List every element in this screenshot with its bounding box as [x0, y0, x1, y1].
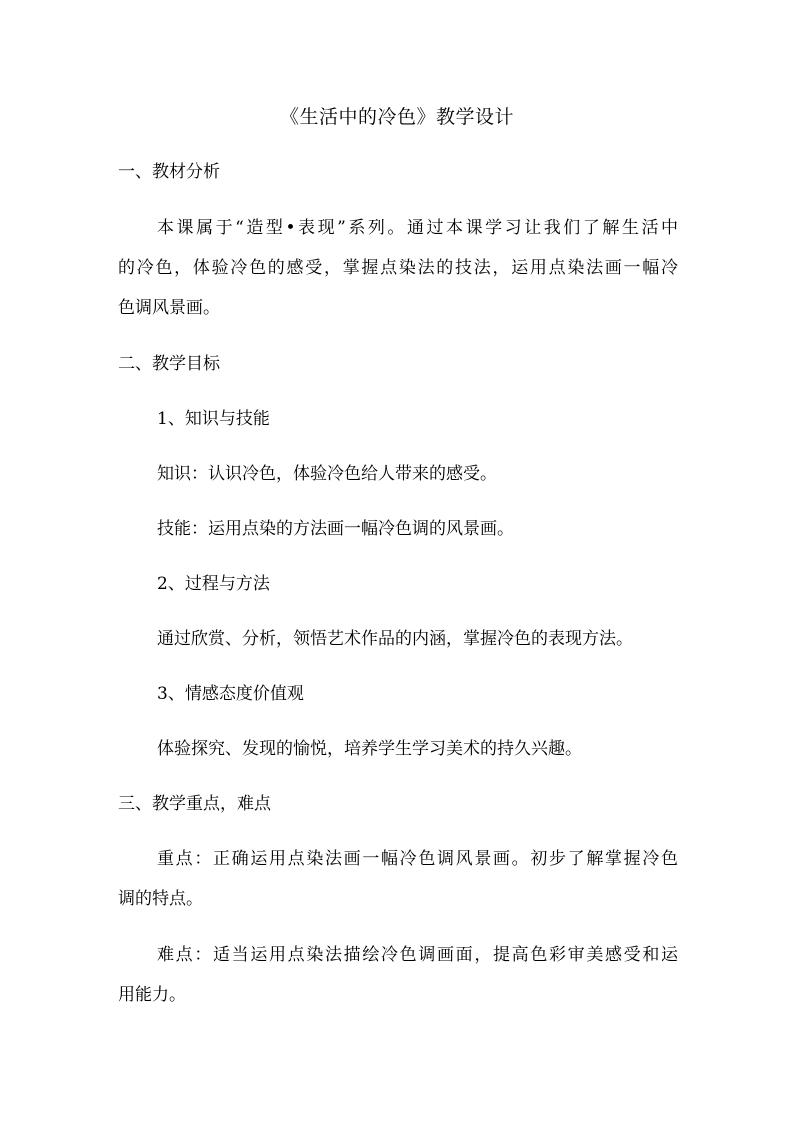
paragraph-line: 本课属于“造型•表现”系列。通过本课学习让我们了解生活中: [157, 218, 678, 238]
key-point-line: 调的特点。: [118, 889, 203, 909]
paragraph-line: 色调风景画。: [118, 298, 220, 318]
subheading-values: 3、情感态度价值观: [157, 684, 304, 704]
section-heading-1: 一、教材分析: [118, 162, 220, 182]
subheading-process-method: 2、过程与方法: [157, 574, 270, 594]
text-values: 体验探究、发现的愉悦，培养学生学习美术的持久兴趣。: [157, 739, 582, 759]
section-heading-3: 三、教学重点，难点: [118, 794, 271, 814]
section-heading-2: 二、教学目标: [118, 354, 220, 374]
difficulty-line: 用能力。: [118, 985, 186, 1005]
key-point-line: 重点：正确运用点染法画一幅冷色调风景画。初步了解掌握冷色: [157, 849, 678, 869]
text-skills: 技能：运用点染的方法画一幅冷色调的风景画。: [157, 519, 514, 539]
paragraph-line: 的冷色，体验冷色的感受，掌握点染法的技法，运用点染法画一幅冷: [118, 258, 678, 278]
subheading-knowledge-skills: 1、知识与技能: [157, 409, 270, 429]
difficulty-line: 难点：适当运用点染法描绘冷色调画面，提高色彩审美感受和运: [157, 945, 678, 965]
text-knowledge: 知识：认识冷色，体验冷色给人带来的感受。: [157, 464, 497, 484]
text-process-method: 通过欣赏、分析，领悟艺术作品的内涵，掌握冷色的表现方法。: [157, 629, 633, 649]
document-title: 《生活中的冷色》教学设计: [279, 106, 514, 128]
